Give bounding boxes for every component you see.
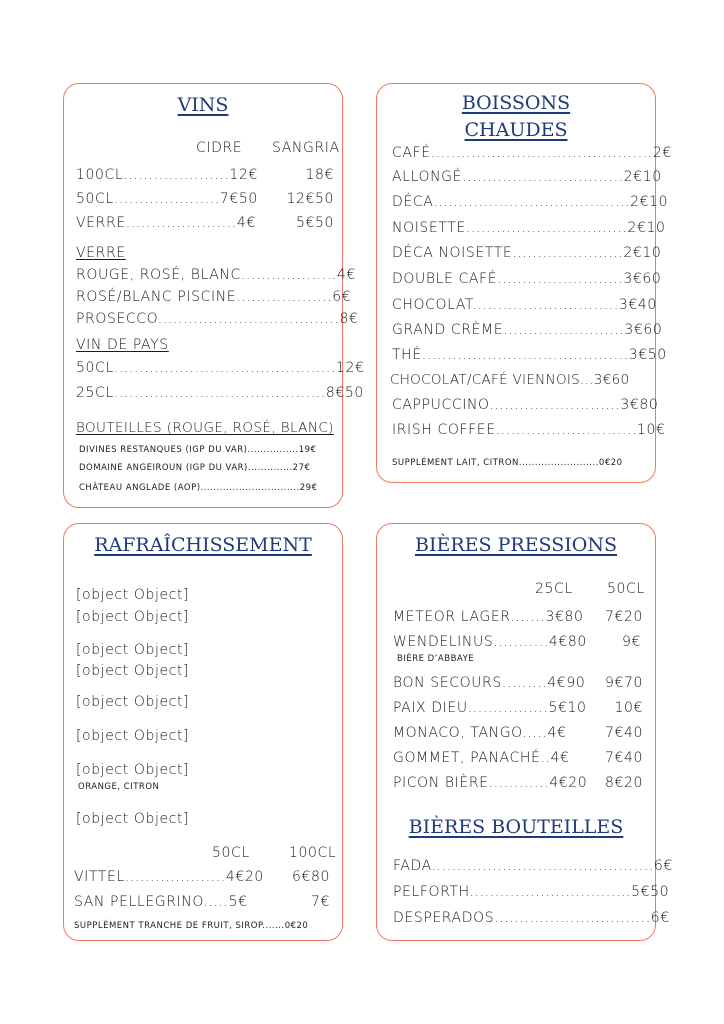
col-50cl-header: 50CL (607, 581, 645, 597)
chaudes-item: DÉCA.......................................2€10 (392, 194, 669, 210)
chaudes-item: ALLONGÉ................................2€10 (392, 169, 662, 185)
verre-item: ROSÉ/BLANC PISCINE...................6€ (76, 289, 352, 305)
bottled-row: VITTEL....................4€20 (74, 869, 264, 885)
pression-50cl-price: 8€20 (604, 775, 643, 791)
pays-item: 25CL..........................................8€50 (76, 385, 364, 401)
fruit-presse-note: ORANGE, CITRON (78, 782, 160, 792)
col-25cl-header: 25CL (535, 581, 573, 597)
pressions-title: BIÈRES PRESSIONS (415, 534, 617, 556)
chaudes-item: DÉCA NOISETTE......................2€10 (392, 245, 662, 261)
rafraich-item: [object Object] (76, 587, 190, 603)
rafraich-item: [object Object] (76, 642, 190, 658)
vin-de-pays-heading: VIN DE PAYS (76, 337, 169, 353)
pression-50cl-price: 7€40 (604, 750, 643, 766)
rafraich-item: [object Object] (76, 663, 190, 679)
verre-heading: VERRE (76, 245, 126, 261)
chaudes-item: THÉ.........................................3€50 (392, 347, 667, 363)
wendelinus-note: BIÈRE D’ABBAYE (397, 654, 475, 664)
chaudes-item: IRISH COFFEE............................10€ (392, 422, 666, 438)
bouteille-biere-item: FADA............................................6€ (393, 858, 673, 874)
rafraich-item: [object Object] (76, 762, 190, 778)
col-50cl-header: 50CL (212, 845, 250, 861)
chaudes-title-line2: CHAUDES (464, 119, 568, 141)
bottled-row: SAN PELLEGRINO.....5€ (74, 894, 248, 910)
col-100cl-header: 100CL (289, 845, 337, 861)
rafraichissement-card (63, 523, 343, 941)
vins-title: VINS (177, 94, 229, 116)
boissons-chaudes-card (376, 83, 672, 483)
verre-item: ROUGE, ROSÉ, BLANC...................4€ (76, 267, 356, 283)
pression-row: BON SECOURS.........4€90 (393, 675, 586, 691)
chaudes-item: CAFÉ............................................2€ (392, 145, 672, 161)
rafraich-item: [object Object] (76, 694, 190, 710)
pression-row: PAIX DIEU................5€10 (393, 700, 587, 716)
bottled-100cl-price: 7€ (310, 894, 330, 910)
chaudes-title-line1: BOISSONS (461, 92, 571, 114)
chaudes-item: CHOCOLAT/CAFÉ VIENNOIS...3€60 (390, 372, 630, 388)
verre-item: PROSECCO....................................8€ (76, 311, 359, 327)
pression-50cl-price: 7€40 (604, 725, 643, 741)
chaudes-item: GRAND CRÈME........................3€60 (392, 322, 663, 338)
vins-size-row: 50CL.....................7€50 (76, 191, 258, 207)
pression-50cl-price: 10€ (614, 700, 643, 716)
bouteille-item: CHÂTEAU ANGLADE (AOP)...............................29€ (79, 483, 318, 493)
rafraich-item: [object Object] (76, 811, 190, 827)
bouteille-item: DIVINES RESTANQUES (IGP DU VAR)................19€ (79, 445, 317, 455)
chaudes-item: CHOCOLAT.............................3€40 (392, 297, 657, 313)
chaudes-item: CAPPUCCINO..........................3€80 (392, 397, 659, 413)
pression-50cl-price: 9€70 (604, 675, 643, 691)
vins-card (63, 83, 365, 508)
sangria-header: SANGRIA (272, 140, 340, 156)
rafraich-title: RAFRAÎCHISSEMENT (94, 534, 312, 556)
pression-50cl-price: 9€ (621, 634, 641, 650)
pression-row: METEOR LAGER.......3€80 (393, 609, 584, 625)
pays-item: 50CL............................................12€ (76, 360, 365, 376)
bouteilles-title: BIÈRES BOUTEILLES (408, 816, 624, 838)
pression-row: PICON BIÈRE............4€20 (393, 775, 588, 791)
chaudes-item: NOISETTE................................2€10 (392, 220, 666, 236)
rafraich-item: [object Object] (76, 728, 190, 744)
bottled-100cl-price: 6€80 (291, 869, 330, 885)
vins-size-row: VERRE......................4€ (76, 215, 256, 231)
rafraich-item: [object Object] (76, 609, 190, 625)
vins-sangria-price: 18€ (305, 167, 334, 183)
bouteille-biere-item: DESPERADOS...............................6€ (393, 910, 670, 926)
cidre-header: CIDRE (196, 140, 243, 156)
chaudes-supplement: SUPPLÉMENT LAIT, CITRON.........................0€20 (392, 458, 623, 468)
rafraich-supplement: SUPPLÉMENT TRANCHE DE FRUIT, SIROP.......0€20 (74, 921, 309, 931)
bouteille-item: DOMAINE ANGEIROUN (IGP DU VAR)..............27€ (79, 463, 311, 473)
pression-row: WENDELINUS...........4€80 (393, 634, 587, 650)
pression-50cl-price: 7€20 (604, 609, 643, 625)
bouteille-biere-item: PELFORTH................................5€50 (393, 884, 670, 900)
vins-size-row: 100CL.....................12€ (76, 167, 258, 183)
pression-row: GOMMET, PANACHÉ..4€ (393, 750, 570, 766)
bouteilles-heading: BOUTEILLES (ROUGE, ROSÉ, BLANC) (76, 420, 334, 436)
vins-sangria-price: 5€50 (295, 215, 334, 231)
vins-sangria-price: 12€50 (286, 191, 334, 207)
pression-row: MONACO, TANGO.....4€ (393, 725, 567, 741)
chaudes-item: DOUBLE CAFÉ.........................3€60 (392, 271, 662, 287)
bieres-card (376, 523, 673, 941)
